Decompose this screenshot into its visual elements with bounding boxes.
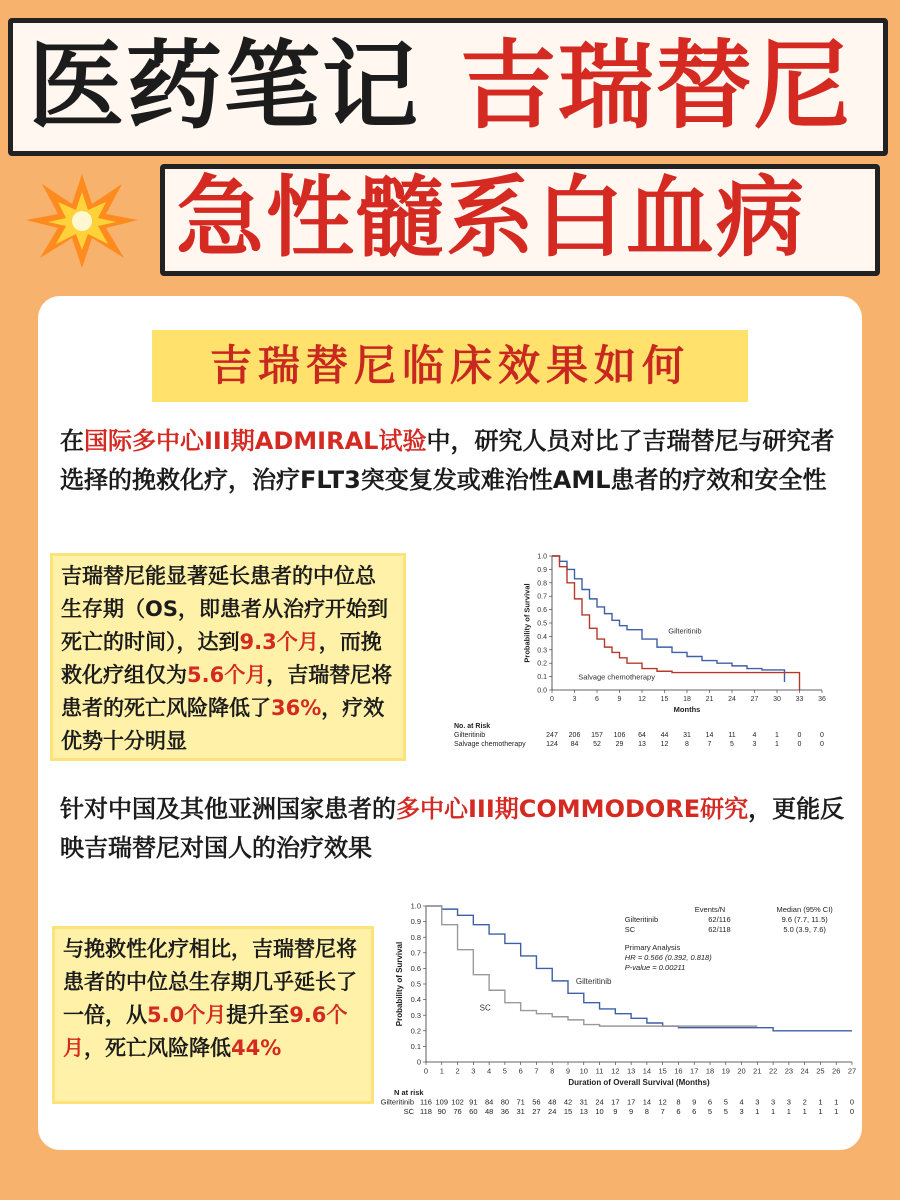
y-tick-label: 1.0 (537, 553, 547, 561)
analysis-title: Primary Analysis (624, 943, 681, 952)
y-tick-label: 0.4 (537, 633, 547, 641)
risk-value: 1 (755, 1107, 760, 1116)
x-tick-label: 20 (737, 1066, 746, 1076)
x-tick-label: 7 (534, 1066, 539, 1076)
x-tick-label: 27 (750, 696, 759, 703)
risk-value: 7 (660, 1107, 665, 1116)
risk-value: 1 (818, 1107, 823, 1116)
risk-value: 48 (484, 1107, 494, 1116)
risk-value: 124 (546, 741, 558, 748)
admiral-km-chart (440, 548, 840, 760)
y-tick-label: 0.7 (410, 948, 421, 958)
legend-events-header: Events/N (694, 905, 726, 914)
risk-value: 1 (802, 1107, 807, 1116)
y-tick-label: 0.3 (410, 1010, 421, 1020)
analysis-hr: HR = 0.566 (0.392, 0.818) (624, 953, 712, 962)
x-tick-label: 17 (690, 1066, 699, 1076)
y-tick-label: 0.6 (410, 964, 421, 974)
risk-value: 15 (563, 1107, 573, 1116)
series-label-sc: SC (479, 1003, 491, 1013)
commodore-intro: 针对中国及其他亚洲国家患者的多中心III期COMMODORE研究，更能反映吉瑞替尼对国人的治疗效果 (60, 795, 845, 862)
y-axis-label: Probability of Survival (522, 583, 532, 663)
risk-value: 9 (692, 1097, 697, 1107)
y-tick-label: 0.9 (410, 917, 421, 927)
x-tick-label: 11 (595, 1066, 604, 1076)
y-tick-label: 0.5 (537, 620, 547, 628)
risk-value: 12 (658, 1097, 667, 1107)
risk-value: 1 (786, 1107, 791, 1116)
legend-median-header: Median (95% CI) (776, 905, 833, 914)
series-label-gilteritinib: Gilteritinib (668, 626, 702, 636)
x-tick-label: 33 (795, 696, 804, 703)
risk-value: 5 (730, 741, 734, 748)
risk-value: 17 (611, 1097, 620, 1107)
risk-value: 4 (752, 732, 757, 739)
risk-value: 56 (532, 1097, 541, 1107)
risk-value: 14 (642, 1097, 652, 1107)
risk-value: 90 (437, 1107, 446, 1116)
risk-value: 3 (739, 1107, 744, 1116)
risk-value: 1 (834, 1097, 839, 1107)
risk-value: 3 (755, 1097, 760, 1107)
x-tick-label: 14 (642, 1066, 652, 1076)
y-tick-label: 0 (416, 1057, 421, 1067)
risk-value: 4 (739, 1097, 744, 1107)
legend-row-events: 62/116 (708, 915, 731, 924)
risk-value: 29 (615, 741, 624, 748)
x-tick-label: 24 (728, 696, 736, 703)
y-tick-label: 0.2 (410, 1026, 421, 1036)
risk-value: 5 (707, 1107, 713, 1116)
x-tick-label: 9 (565, 1066, 571, 1076)
risk-value: 1 (834, 1107, 839, 1116)
risk-value: 11 (728, 732, 736, 739)
risk-value: 10 (595, 1107, 604, 1116)
series-label-salvage: Salvage chemotherapy (578, 672, 655, 682)
risk-value: 80 (500, 1097, 510, 1107)
x-tick-label: 27 (847, 1066, 857, 1076)
risk-value: 36 (500, 1107, 510, 1116)
risk-value: 31 (516, 1107, 525, 1116)
risk-value: 1 (775, 741, 779, 748)
risk-value: 5 (723, 1107, 728, 1116)
risk-value: 157 (591, 732, 603, 739)
y-tick-label: 0.5 (410, 979, 421, 989)
y-tick-label: 0.9 (537, 566, 547, 574)
risk-value: 3 (786, 1097, 791, 1107)
x-tick-label: 19 (721, 1066, 730, 1076)
risk-value: 116 (420, 1097, 432, 1107)
x-tick-label: 2 (455, 1066, 460, 1076)
risk-value: 8 (676, 1097, 681, 1107)
risk-value: 24 (595, 1097, 604, 1107)
risk-value: 0 (797, 741, 802, 748)
x-tick-label: 8 (550, 1066, 555, 1076)
x-tick-label: 6 (595, 696, 599, 703)
risk-value: 102 (451, 1097, 464, 1107)
risk-value: 0 (820, 732, 824, 739)
series-line-gilteritinib (552, 556, 785, 682)
admiral-trial-name: 国际多中心III期ADMIRAL试验 (84, 427, 427, 455)
risk-table-title: N at risk (394, 1088, 424, 1097)
risk-value: 7 (707, 741, 712, 748)
risk-value: 2 (802, 1097, 807, 1107)
admiral-intro: 在国际多中心III期ADMIRAL试验中，研究人员对比了吉瑞替尼与研究者选择的挽救化疗，治疗FLT3突变复发或难治性AML患者的疗效和安全性 (60, 427, 835, 494)
legend-row-name: Gilteritinib (624, 915, 659, 924)
risk-value: 9 (613, 1107, 618, 1116)
risk-value: 106 (613, 732, 626, 739)
risk-row-name: Salvage chemotherapy (454, 741, 526, 748)
risk-value: 71 (516, 1097, 525, 1107)
risk-value: 6 (676, 1107, 681, 1116)
x-tick-label: 3 (572, 696, 577, 703)
risk-value: 0 (820, 741, 824, 748)
x-tick-label: 36 (818, 696, 826, 703)
risk-value: 24 (548, 1107, 557, 1116)
subtitle-disease: 急性髓系白血病 (176, 166, 807, 269)
risk-value: 13 (579, 1107, 588, 1116)
analysis-pvalue: P-value = 0.00211 (624, 963, 686, 972)
y-tick-label: 0.1 (537, 674, 547, 682)
y-tick-label: 0.0 (537, 687, 547, 695)
admiral-result-box: 吉瑞替尼能显著延长患者的中位总生存期（OS，即患者从治疗开始到死亡的时间），达到9.3个月，而挽救化疗组仅为5.6个月，吉瑞替尼将患者的死亡风险降低了36%，疗效优势十分明显 (50, 553, 406, 761)
y-tick-label: 0.1 (410, 1042, 421, 1052)
risk-value: 247 (546, 732, 558, 739)
risk-value: 6 (707, 1097, 713, 1107)
risk-value: 3 (752, 741, 757, 748)
risk-row-name: SC (403, 1107, 414, 1116)
commodore-trial-name: 多中心III期COMMODORE研究 (396, 795, 749, 823)
risk-row-name: Gilteritinib (454, 732, 486, 739)
x-tick-label: 4 (487, 1066, 492, 1076)
section-title: 吉瑞替尼临床效果如何 (152, 330, 748, 402)
explosion-icon (22, 170, 142, 270)
risk-value: 12 (660, 741, 669, 748)
x-tick-label: 6 (518, 1066, 523, 1076)
risk-value: 0 (849, 1097, 855, 1107)
risk-value: 1 (771, 1107, 776, 1116)
y-tick-label: 0.7 (537, 593, 547, 601)
title-medical-notes: 医药笔记 (28, 30, 420, 142)
x-tick-label: 10 (579, 1066, 588, 1076)
commodore-km-chart (370, 896, 860, 1130)
x-tick-label: 15 (660, 696, 669, 703)
risk-table-title: No. at Risk (454, 723, 491, 730)
y-tick-label: 0.8 (537, 580, 547, 588)
risk-value: 48 (548, 1097, 557, 1107)
legend-row-median: 9.6 (7.7, 11.5) (781, 915, 828, 924)
x-tick-label: 16 (674, 1066, 683, 1076)
risk-row-name: Gilteritinib (380, 1097, 414, 1107)
x-tick-label: 13 (626, 1066, 636, 1076)
x-tick-label: 0 (423, 1066, 429, 1076)
series-label-gilteritinib: Gilteritinib (575, 977, 612, 986)
legend-row-median: 5.0 (3.9, 7.6) (783, 925, 826, 934)
x-tick-label: 18 (683, 696, 691, 703)
risk-value: 5 (723, 1097, 728, 1107)
x-tick-label: 5 (502, 1066, 507, 1076)
x-tick-label: 26 (832, 1066, 841, 1076)
x-axis-label: Duration of Overall Survival (Months) (568, 1078, 710, 1087)
legend-row-name: SC (624, 925, 636, 934)
legend-row-events: 62/118 (708, 925, 731, 934)
risk-value: 13 (638, 741, 646, 748)
risk-value: 9 (629, 1107, 634, 1116)
x-tick-label: 9 (617, 696, 622, 703)
y-tick-label: 0.3 (537, 647, 547, 655)
risk-value: 64 (638, 732, 646, 739)
x-tick-label: 25 (816, 1066, 825, 1076)
title-drug-name: 吉瑞替尼 (460, 30, 852, 142)
y-tick-label: 0.2 (537, 660, 547, 668)
risk-value: 1 (818, 1097, 823, 1107)
risk-value: 118 (420, 1107, 432, 1116)
risk-value: 91 (469, 1097, 478, 1107)
risk-value: 0 (849, 1107, 855, 1116)
x-tick-label: 15 (658, 1066, 667, 1076)
risk-value: 14 (705, 732, 714, 739)
risk-value: 6 (692, 1107, 697, 1116)
x-tick-label: 22 (768, 1066, 778, 1076)
x-tick-label: 23 (784, 1066, 794, 1076)
risk-value: 27 (532, 1107, 541, 1116)
risk-value: 76 (453, 1107, 462, 1116)
y-axis-label: Probability of Survival (395, 941, 404, 1027)
risk-value: 109 (435, 1097, 449, 1107)
x-tick-label: 21 (705, 696, 714, 703)
x-tick-label: 21 (753, 1066, 762, 1076)
x-tick-label: 24 (800, 1066, 809, 1076)
x-tick-label: 18 (705, 1066, 715, 1076)
x-tick-label: 12 (611, 1066, 620, 1076)
risk-value: 52 (593, 741, 601, 748)
risk-value: 60 (469, 1107, 478, 1116)
risk-value: 42 (563, 1097, 573, 1107)
x-tick-label: 1 (439, 1066, 444, 1076)
x-axis-label: Months (673, 705, 701, 714)
risk-value: 8 (685, 741, 689, 748)
risk-value: 8 (644, 1107, 649, 1116)
y-tick-label: 0.6 (537, 607, 547, 615)
commodore-result-box: 与挽救性化疗相比，吉瑞替尼将患者的中位总生存期几乎延长了一倍，从5.0个月提升至9.6个月，死亡风险降低44% (52, 926, 374, 1104)
y-tick-label: 1.0 (410, 901, 421, 911)
y-tick-label: 0.8 (410, 932, 421, 942)
risk-value: 31 (579, 1097, 588, 1107)
risk-value: 84 (570, 741, 579, 748)
risk-value: 3 (771, 1097, 776, 1107)
x-tick-label: 3 (471, 1066, 476, 1076)
x-tick-label: 0 (550, 696, 554, 703)
risk-value: 31 (683, 732, 691, 739)
risk-value: 1 (775, 732, 779, 739)
risk-value: 84 (484, 1097, 494, 1107)
x-tick-label: 30 (773, 696, 781, 703)
risk-value: 0 (797, 732, 802, 739)
risk-value: 206 (568, 732, 581, 739)
risk-value: 17 (626, 1097, 636, 1107)
y-tick-label: 0.4 (410, 995, 421, 1005)
x-tick-label: 12 (638, 696, 646, 703)
risk-value: 44 (660, 732, 669, 739)
